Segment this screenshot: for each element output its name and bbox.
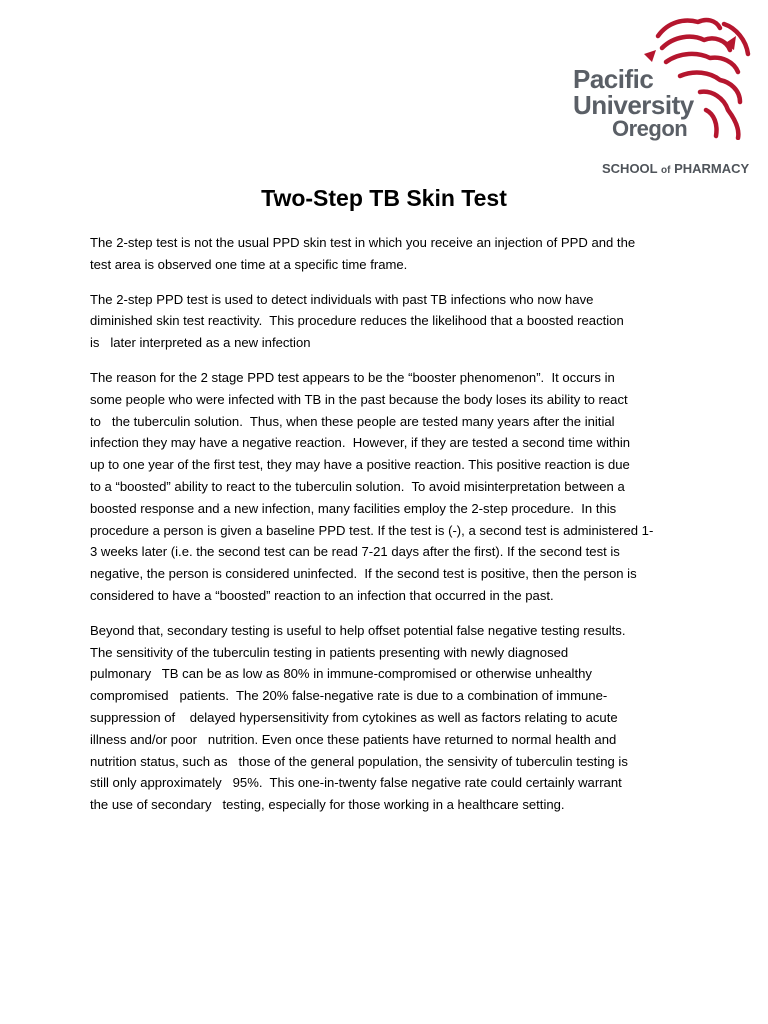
paragraph-line: is later interpreted as a new infection [90,335,311,351]
paragraph-line: boosted response and a new infection, many facilities employ the 2-step procedure. In this [90,500,617,516]
paragraph-line: The reason for the 2 stage PPD test appears to be the “booster phenomenon”. It occurs in [90,369,615,385]
document-body [90,232,674,829]
paragraph-line: nutrition status, such as those of the general population, the sensivity of tuberculin testing is [90,753,628,769]
paragraph-line: compromised patients. The 20% false-negative rate is due to a combination of immune- [90,688,608,704]
pacific-university-logo [560,14,756,180]
school-of-pharmacy-label [602,161,749,176]
paragraph-line: The 2-step PPD test is used to detect individuals with past TB infections who now have [90,291,594,307]
document-title: Two-Step TB Skin Test [261,185,507,211]
school-prefix: SCHOOL [602,161,661,176]
body-paragraph [90,620,674,816]
paragraph-line: diminished skin test reactivity. This procedure reduces the likelihood that a boosted reaction [90,313,624,329]
paragraph-line: 3 weeks later (i.e. the second test can be read 7-21 days after the first). If the second test is [90,544,620,560]
paragraph-line: procedure a person is given a baseline PPD test. If the test is (-), a second test is administered 1- [90,522,654,538]
body-paragraph [90,367,674,607]
body-paragraph [90,289,674,354]
paragraph-line: some people who were infected with TB in the past because the body loses its ability to react [90,391,628,407]
paragraph-line: to the tuberculin solution. Thus, when these people are tested many years after the initial [90,413,615,429]
paragraph-line: The 2-step test is not the usual PPD skin test in which you receive an injection of PPD and the [90,235,636,250]
logo-text-oregon: Oregon [612,116,688,141]
paragraph-line: up to one year of the first test, they may have a positive reaction. This positive reaction is due [90,457,630,473]
paragraph-line: The sensitivity of the tuberculin testing in patients presenting with newly diagnosed [90,644,569,660]
paragraph-line: to a “boosted” ability to react to the tuberculin solution. To avoid misinterpretation between a [90,478,625,494]
paragraph-line: considered to have a “boosted” reaction to an infection that occurred in the past. [90,587,554,603]
paragraph-line: pulmonary TB can be as low as 80% in immune-compromised or otherwise unhealthy [90,666,592,682]
paragraph-line: the use of secondary testing, especially for those working in a healthcare setting. [90,797,565,813]
paragraph-line: suppression of delayed hypersensitivity from cytokines as well as factors relating to acute [90,709,618,725]
school-of: of [661,165,671,176]
logo-text-university: University [573,90,694,120]
paragraph-line: test area is observed one time at a specific time frame. [90,256,408,272]
paragraph-line: illness and/or poor nutrition. Even once these patients have returned to normal health and [90,731,617,747]
paragraph-line: negative, the person is considered uninfected. If the second test is positive, then the person is [90,566,637,582]
body-paragraph [90,232,674,276]
logo-text-pacific: Pacific [573,64,654,94]
paragraph-line: Beyond that, secondary testing is useful to help offset potential false negative testing results. [90,622,626,638]
paragraph-line: still only approximately 95%. This one-in-twenty false negative rate could certainly warrant [90,775,622,791]
school-suffix: PHARMACY [670,161,750,176]
paragraph-line: infection they may have a negative reaction. However, if they are tested a second time within [90,435,631,451]
